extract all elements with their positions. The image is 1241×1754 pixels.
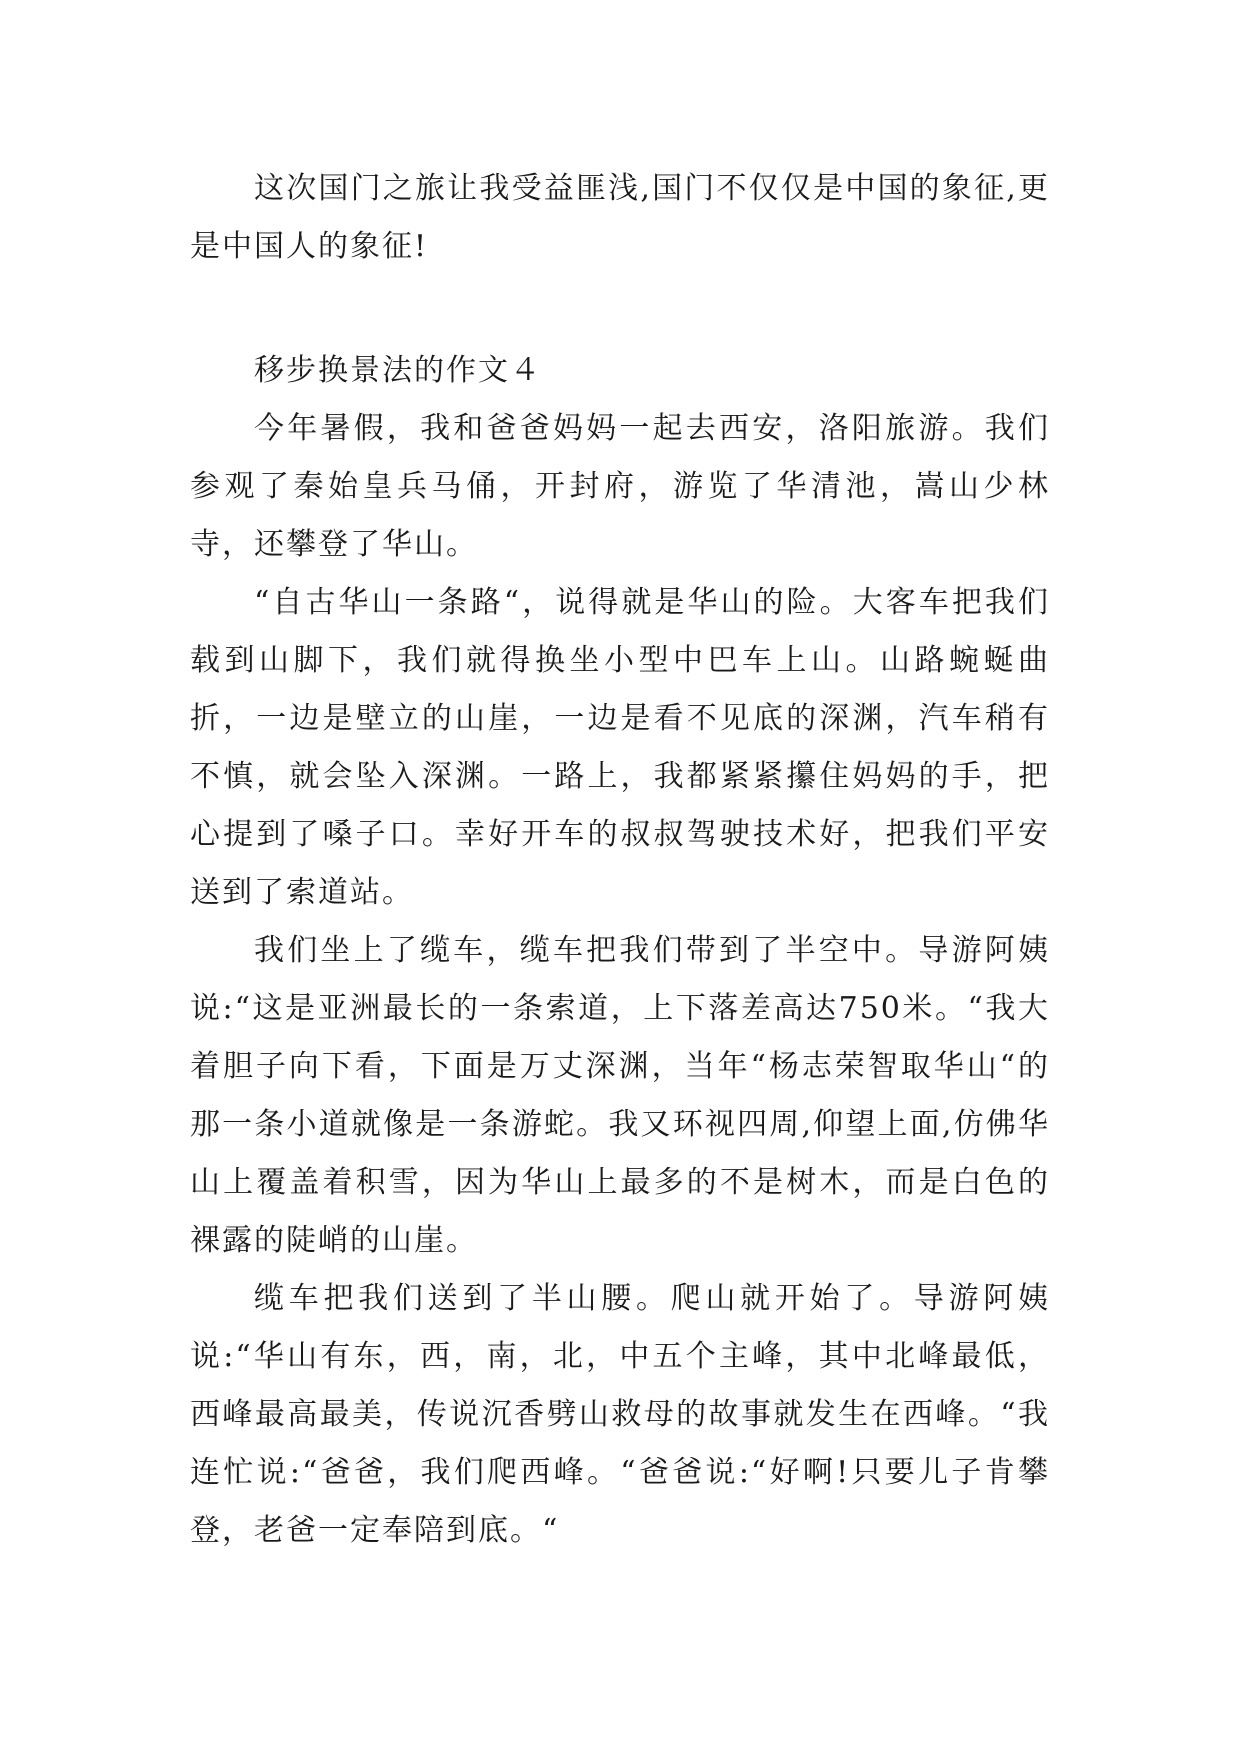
paragraph: 今年暑假，我和爸爸妈妈一起去西安，洛阳旅游。我们参观了秦始皇兵马俑，开封府，游览了华清池，嵩山少林寺，还攀登了华山。 xyxy=(190,411,1050,562)
paragraph: 缆车把我们送到了半山腰。爬山就开始了。导游阿姨说:“华山有东，西，南，北，中五个主峰，其中北峰最低，西峰最高最美，传说沉香劈山救母的故事就发生在西峰。“我连忙说:“爸爸，我们爬西峰。“爸爸说:“好啊!只要儿子肯攀登，老爸一定奉陪到底。“ xyxy=(190,1281,1050,1548)
section-title: 移步换景法的作文４ xyxy=(254,353,542,388)
paragraph: 我们坐上了缆车，缆车把我们带到了半空中。导游阿姨说:“这是亚洲最长的一条索道，上下落差高达750米。“我大着胆子向下看，下面是万丈深渊，当年“杨志荣智取华山“的那一条小道就像是一条游蛇。我又环视四周,仰望上面,仿佛华山上覆盖着积雪，因为华山上最多的不是树木，而是白色的裸露的陡峭的山崖。 xyxy=(190,933,1050,1258)
section-gap xyxy=(190,276,1050,342)
document-page xyxy=(190,160,1050,1560)
paragraph: “自古华山一条路“，说得就是华山的险。大客车把我们载到山脚下，我们就得换坐小型中巴车上山。山路蜿蜒曲折，一边是壁立的山崖，一边是看不见底的深渊，汽车稍有不慎，就会坠入深渊。一路上，我都紧紧攥住妈妈的手，把心提到了嗓子口。幸好开车的叔叔驾驶技术好，把我们平安送到了索道站。 xyxy=(190,585,1050,910)
intro-paragraph: 这次国门之旅让我受益匪浅,国门不仅仅是中国的象征,更是中国人的象征! xyxy=(190,171,1050,264)
